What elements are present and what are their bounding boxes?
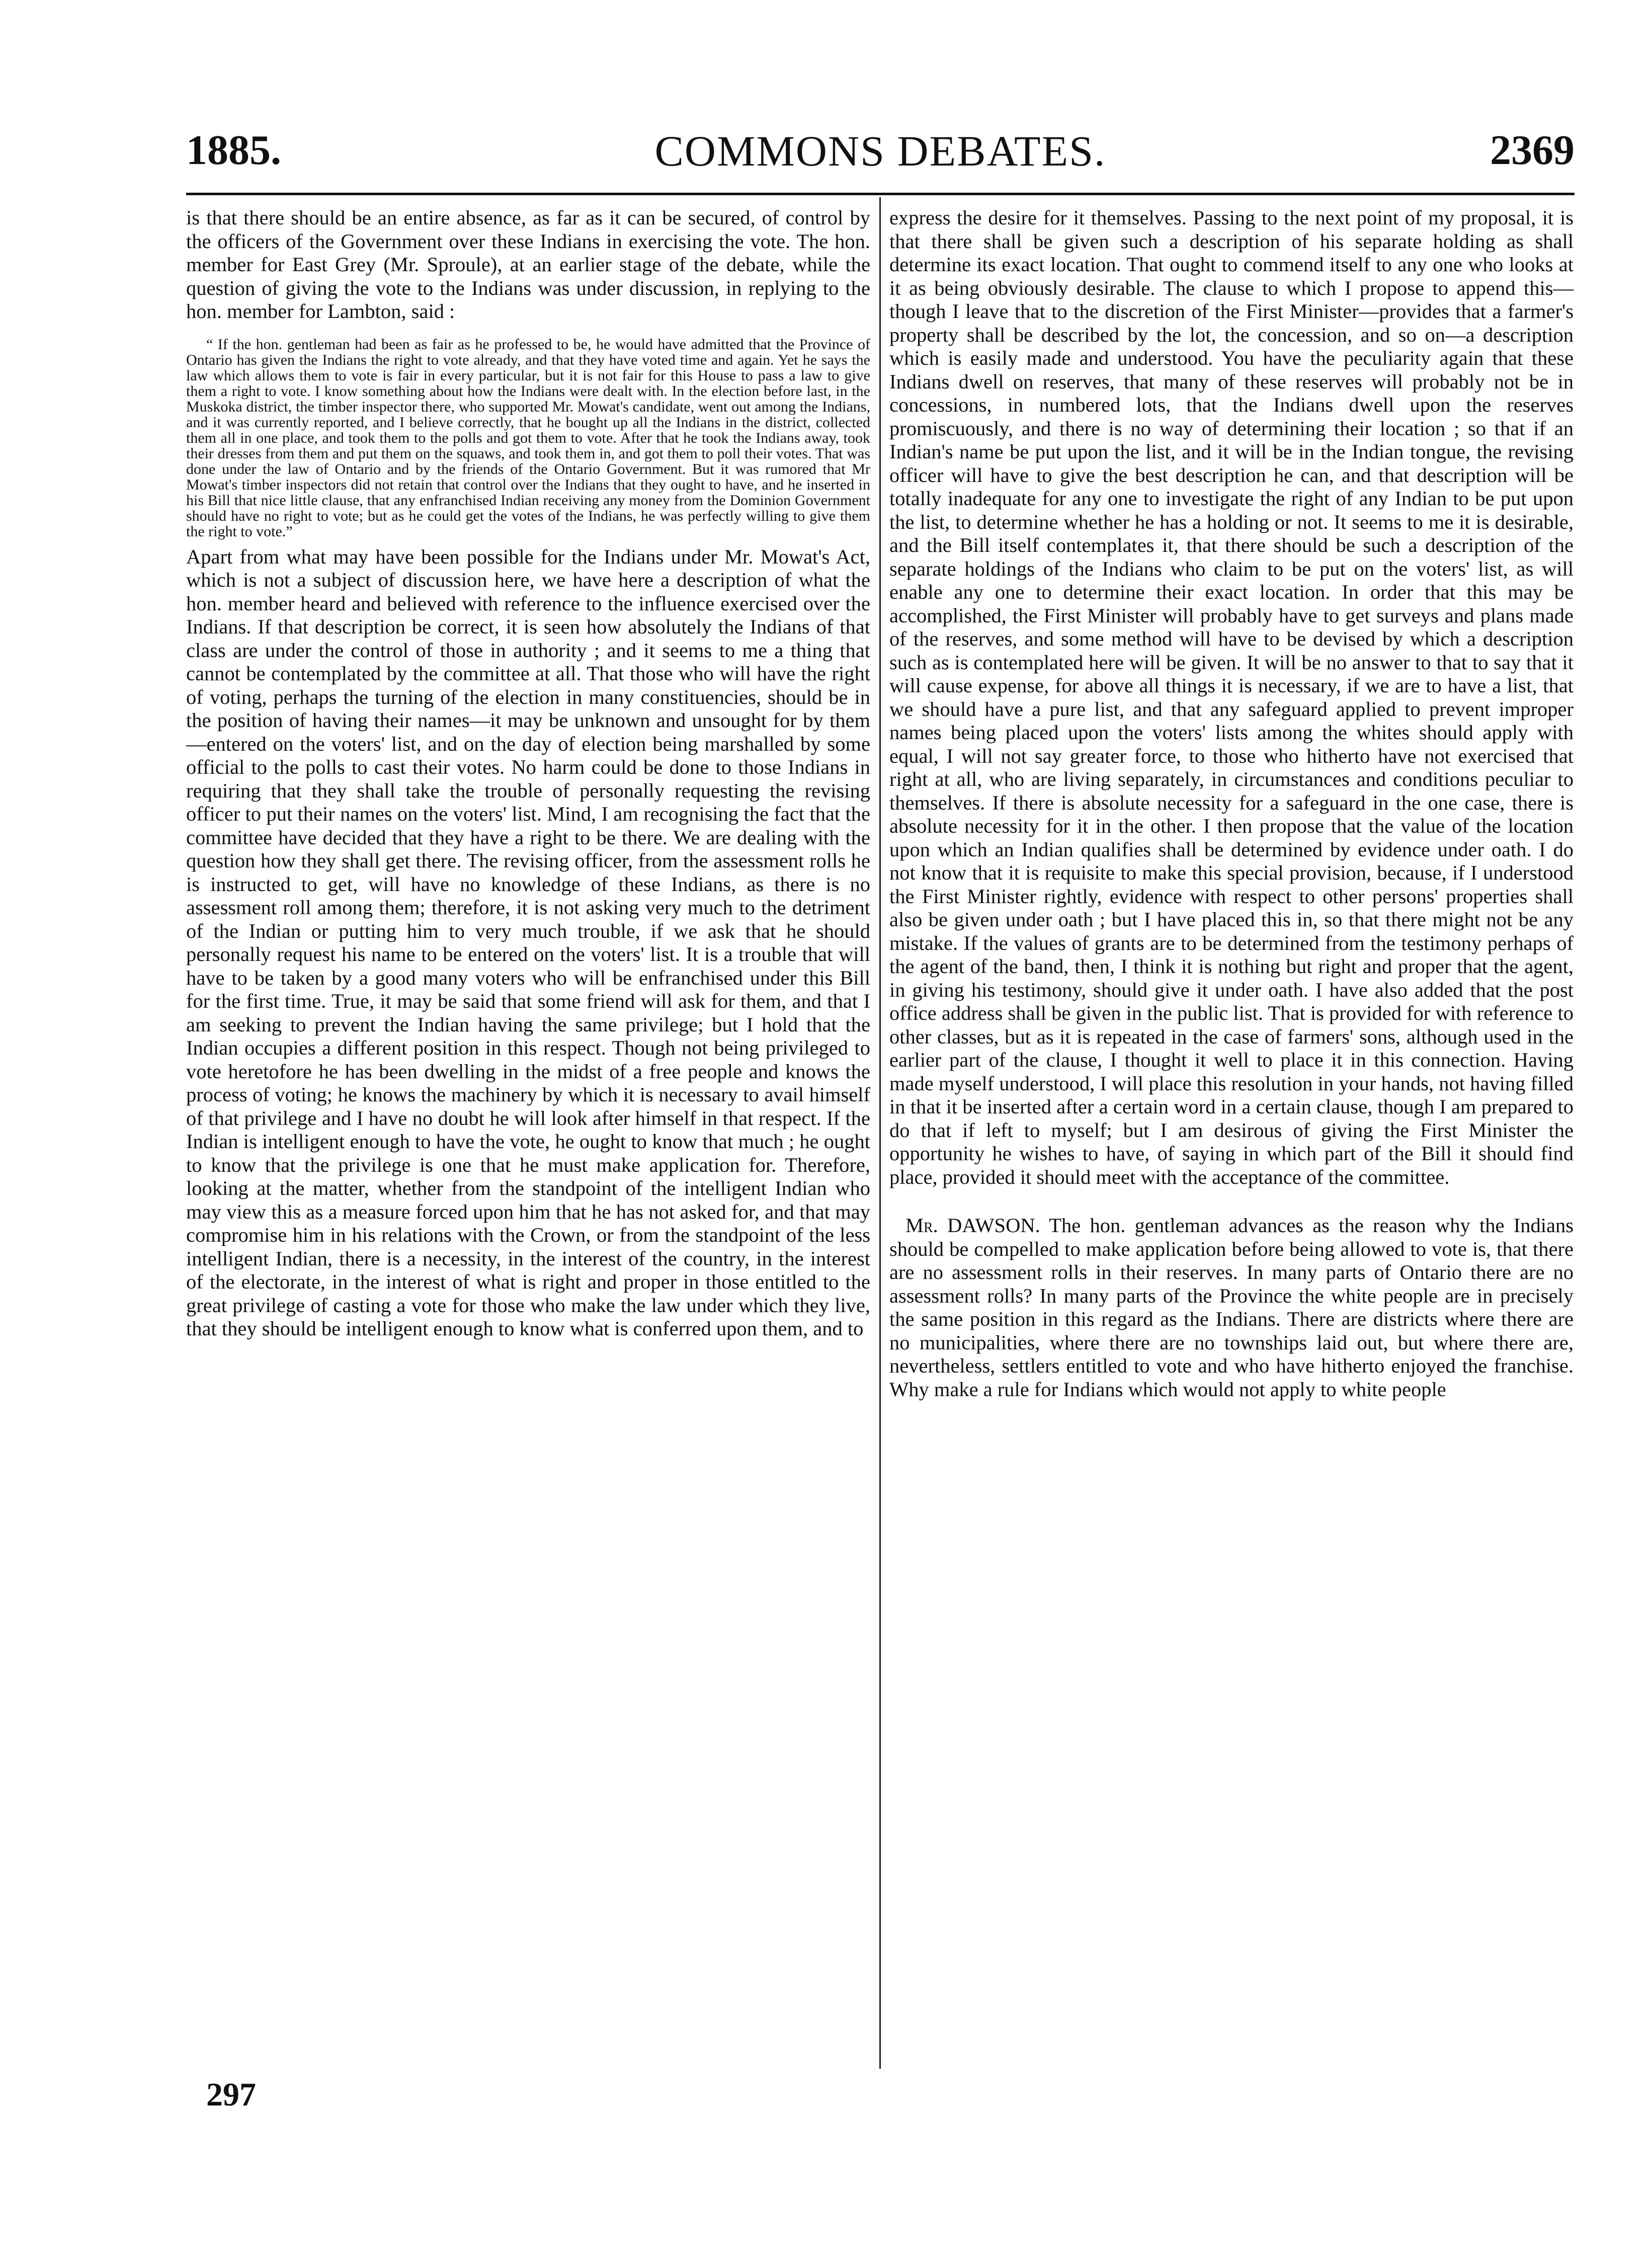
left-paragraph-1: is that there should be an entire absence, as far as it can be secured, of control by the officers of the Government over these Indians in exercising the vote. The hon. member for East Grey (Mr. Sproule), at an earlier stage of the debate, while the question of giving the vote to the Indians was under discussion, in replying to the hon. member for Lambton, said : — [186, 206, 870, 322]
column-divider — [879, 197, 881, 2069]
right-paragraph-1: express the desire for it themselves. Passing to the next point of my proposal, it is that there shall be given such a description of his separate holding as shall determine its exact location. That ought to commend itself to any one who looks at it as being obviously desirable. The clause to which I propose to append this—though I leave that to the discretion of the First Minister—provides that a farmer's property shall be described by the lot, the concession, and so on—a description which is easily made and understood. You have the peculiarity again that these Indians dwell on reserves, that many of these reserves will probably not be in concessions, in numbered lots, that the Indians dwell upon the reserves promiscuously, and there is no way of determining their location ; so that if an Indian's name be put upon the list, and it will be in the Indian tongue, the revising officer will have to give the best description he can, and that description will be totally inadequate for any one to investigate the right of any Indian to be put upon the list, to determine whether he has a holding or not. It seems to me it is desirable, and the Bill itself contemplates it, that there should be such a description of the separate holdings of the Indians who claim to be put on the voters' list, as will enable any one to determine their exact location. In order that this may be accomplished, the First Minister will probably have to get surveys and plans made of the reserves, and some method will have to be devised by which a description such as is contemplated here will be given. It will be no answer to that to say that it will cause expense, for above all things it is necessary, if we are to have a list, that we should have a pure list, and that any safeguard applied to prevent improper names being placed upon the voters' lists among the whites should apply with equal, I will not say greater force, to those who hitherto have not exercised that right at all, who are living separately, in circumstances and conditions peculiar to themselves. If there is absolute necessity for a safeguard in the one case, there is absolute necessity for it in the other. I then propose that the value of the location upon which an Indian qualifies shall be determined by evidence under oath. I do not know that it is requisite to make this special provision, because, if I understood the First Minister rightly, evidence with respect to other persons' properties shall also be given under oath ; but I have placed this in, so that there might not be any mistake. If the values of grants are to be determined from the testimony perhaps of the agent of the band, then, I think it is nothing but right and proper that the agent, in giving his testimony, should give it under oath. I have also added that the post office address shall be given in the public list. That is provided for with reference to other classes, but as it is repeated in the case of farmers' sons, although used in the earlier part of the clause, I thought it well to place it in this connection. Having made myself understood, I will place this resolution in your hands, not having filled in that it be inserted after a certain word in a certain clause, though I am prepared to do that if left to myself; but I am desirous of giving the First Minister the opportunity he wishes to have, of saying in which part of the Bill it should find place, provided it should meet with the acceptance of the committee. — [889, 206, 1574, 1188]
left-column — [186, 206, 870, 1341]
running-header — [186, 126, 1575, 181]
speaker-name: Mr. DAWSON. — [905, 1214, 1040, 1237]
header-rule — [186, 193, 1575, 195]
header-year: 1885. — [186, 127, 281, 174]
header-page-number: 2369 — [1490, 127, 1575, 174]
speaker-remarks: The hon. gentleman advances as the reason why the Indians should be compelled to make application before being allowed to vote is, that there are no assessment rolls in their reserves. In many parts of Ontario there are no assessment rolls? In many parts of the Province the white people are in precisely the same position in this regard as the Indians. There are districts where there are no municipalities, where there are no townships laid out, but where there are, nevertheless, settlers entitled to vote and who have hitherto enjoyed the franchise. Why make a rule for Indians which would not apply to white people — [889, 1214, 1574, 1401]
signature-mark: 297 — [206, 2076, 256, 2113]
block-quotation: “ If the hon. gentleman had been as fair as he professed to be, he would have admitted that the Province of Ontario has given the Indians the right to vote already, and that they have voted time and again. Yet he says the law which allows them to vote is fair in every particular, but it is not fair for this House to pass a law to give them a right to vote. I know something about how the Indians were dealt with. In the election before last, in the Muskoka district, the timber inspector there, who supported Mr. Mowat's candidate, went out among the Indians, and it was currently reported, and I believe correctly, that he bought up all the Indians in the district, collected them all in one place, and took them to the polls and got them to vote. After that he took the Indians away, took their dresses from them and put them on the squaws, and took them in, and got them to poll their votes. That was done under the law of Ontario and by the friends of the Ontario Government. But it was rumored that Mr Mowat's timber inspectors did not retain that control over the Indians that they ought to have, and he inserted in his Bill that nice little clause, that any enfranchised Indian receiving any money from the Dominion Government should have no right to vote; but as he could get the votes of the Indians, he was perfectly willing to give them the right to vote.” — [186, 336, 870, 540]
right-paragraph-2 — [889, 1214, 1574, 1401]
right-column — [889, 206, 1574, 1401]
header-title: COMMONS DEBATES. — [654, 127, 1106, 175]
left-paragraph-2: Apart from what may have been possible for the Indians under Mr. Mowat's Act, which is not a subject of discussion here, we have here a description of what the hon. member heard and believed with reference to the influence exercised over the Indians. If that description be correct, it is seen how absolutely the Indians of that class are under the control of those in authority ; and it seems to me a thing that cannot be contemplated by the committee at all. That those who will have the right of voting, perhaps the turning of the election in many constituencies, should be in the position of having their names—it may be unknown and unsought for by them—entered on the voters' list, and on the day of election being marshalled by some official to the polls to cast their votes. No harm could be done to those Indians in requiring that they shall take the trouble of personally requesting the revising officer to put their names on the voters' list. Mind, I am recognising the fact that the committee have decided that they have a right to be there. We are dealing with the question how they shall get there. The revising officer, from the assessment rolls he is instructed to get, will have no knowledge of these Indians, as there is no assessment roll among them; therefore, it is not asking very much to the detriment of the Indian or putting him to very much trouble, if we ask that he should personally request his name to be entered on the voters' list. It is a trouble that will have to be taken by a good many voters who will be enfranchised under this Bill for the first time. True, it may be said that some friend will ask for them, and that I am seeking to prevent the Indian having the same privilege; but I hold that the Indian occupies a different position in this respect. Though not being privileged to vote heretofore he has been dwelling in the midst of a free people and knows the process of voting; he knows the machinery by which it is necessary to avail himself of that privilege and I have no doubt he will look after himself in that respect. If the Indian is intelligent enough to have the vote, he ought to know that much ; he ought to know that the privilege is one that he must make application for. Therefore, looking at the matter, whether from the standpoint of the intelligent Indian who may view this as a measure forced upon him that he has not asked for, and that may compromise him in his relations with the Crown, or from the standpoint of the less intelligent Indian, there is a necessity, in the interest of the country, in the interest of the electorate, in the interest of what is right and proper in those entitled to the great privilege of casting a vote for those who make the law under which they live, that they should be intelligent enough to know what is conferred upon them, and to — [186, 545, 870, 1340]
